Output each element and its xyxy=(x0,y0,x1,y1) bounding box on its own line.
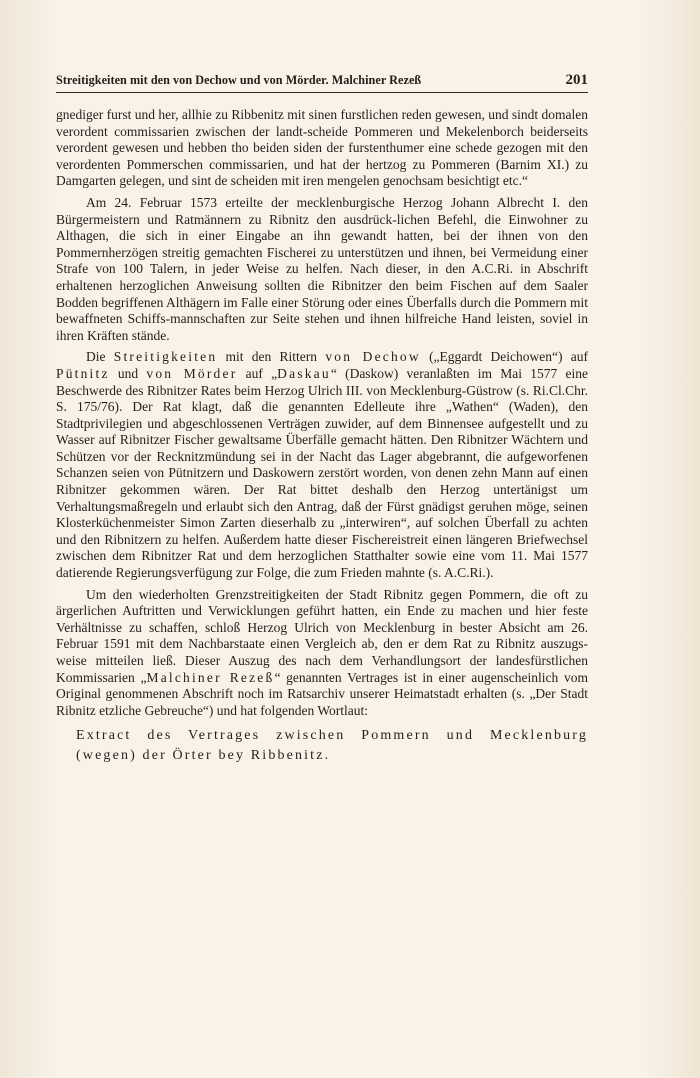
spaced-name-von-dechow: von Dechow xyxy=(325,349,421,365)
page-number: 201 xyxy=(565,72,588,88)
body-text xyxy=(56,107,588,766)
paragraph-3-text-6: “ (Daskow) veranlaßten im Mai 1577 eine Beschwerde des Ribnitzer Rates beim Herzog Ulrich III. von Mecklenburg-Güstrow (s. Ri.Cl.Chr. S. 175/76). Der Rat klagt, daß die genannten Edelleute ihre „Wathen“ (Waden), den Stadtprivilegien und abgeschlossenen Verträgen zuwider, auf dem Binnensee aufgestellt und zu Wasser auf Ribnitzer Fischer gewaltsame Überfälle gemacht hätten. Den Ribnitzer Wächtern und Schützen vor der Recknitzmündung sei in der Nacht das Lager abgebrannt, die aufgeworfenen Schanzen seien von Pütnitzern und Daskowern zerstört worden, von denen zehn Mann auf einen Ribnitzer gekommen wären. Der Rat bittet deshalb den Herzog untertänigst um Verhaltungsmaßregeln und erlaubt sich den Antrag, daß der Fürst gnädigst geruhen möge, seinen Klosterküchenmeister Simon Zarten dieserhalb zu „interwiren“, auf solchen Überfall zu achten und den Ribnitzern zu helfen. Außerdem hatte dieser Fischereistreit einen längeren Briefwechsel zwischen dem Ribnitzer Rat und dem herzoglichen Statthalter sowie eine vom 11. Mai 1577 datierende Regierungsverfügung zur Folge, die zum Frieden mahnte (s. A.C.Ri.). xyxy=(56,365,588,581)
paragraph-3-text-1: Die xyxy=(86,349,114,365)
paragraph-4 xyxy=(56,587,588,720)
extract-heading: Extract des Vertrages zwischen Pommern und Mecklenburg (wegen) der Örter bey Ribbenitz. xyxy=(76,728,588,764)
paragraph-2: Am 24. Februar 1573 erteilte der mecklenburgische Herzog Johann Albrecht I. den Bürgermeistern und Ratmännern zu Ribnitz den ausdrück-lichen Befehl, die Einwohner zu Althagen, die sich in einer Eingabe an ihn gewandt hatten, bei der ihnen von den Pommernherzögen streitig gemachten Fischerei zu unterstützen und ihnen, bei Vermeidung einer Strafe von 100 Talern, in jeder Weise zu helfen. Nach dieser, in den A.C.Ri. in Abschrift erhaltenen herzoglichen Anweisung sollten die Ribnitzer den beim Fischen auf dem Saaler Bodden begriffenen Althägern im Falle einer Störung oder eines Überfalls durch die Pommern mit bewaffneten Schiffs-mannschaften zur Seite stehen und ihnen hilfreiche Hand leisten, soviel in ihren Kräften stände. xyxy=(56,194,588,343)
spaced-name-von-moerder: von Mörder xyxy=(146,365,238,381)
running-title: Streitigkeiten mit den von Dechow und von Mörder. Malchiner Rezeß xyxy=(56,73,422,87)
paragraph-4-text-2: “ genannten Vertrages ist in einer augenscheinlich vom Original genommenen Abschrift noch im Ratsarchiv unserer Heimatstadt erhalten (s. „Der Stadt Ribnitz etzliche Gebreuche“) und hat folgenden Wortlaut: xyxy=(56,669,589,718)
paragraph-4-text-1: Um den wiederholten Grenzstreitigkeiten der Stadt Ribnitz gegen Pommern, die oft zu ärgerlichen Auftritten und Verwicklungen geführt hatten, ein Ende zu machen und hier feste Verhältnisse zu schaffen, schloß Herzog Ulrich von Mecklenburg in bester Absicht am 26. Februar 1591 mit dem Nachbarstaate einen Vergleich ab, den er dem Rat zu Ribnitz auszugs-weise mitteilen ließ. Dieser Auszug des nach dem Verhandlungsort der landesfürstlichen Kommissarien „ xyxy=(56,586,588,685)
paragraph-3-text-5: auf „ xyxy=(237,365,278,381)
spaced-place-daskau: Daskau xyxy=(277,365,331,381)
spaced-title-malchiner-rezess: Malchiner Rezeß xyxy=(146,669,275,685)
paragraph-3-text-3: („Eggardt Deichowen“) auf xyxy=(420,349,588,365)
spaced-word-streitigkeiten: Streitigkeiten xyxy=(113,349,218,365)
running-header xyxy=(56,70,588,93)
paragraph-1: gnediger furst und her, allhie zu Ribbenitz mit sinen furstlichen reden gewesen, und sindt domalen verordent commissarien zwischen der landt-scheide Pommeren und Mekelenborch beiderseits verordent gewesen und hebben tho beiden siden der furstenthumer eine schede gezogen mit den verordenten Pommerschen commissarien, und hat der hertzog zu Pommeren (Barnim XI.) zu Damgarten gelegen, und sint de scheiden mit iren mengelen genochsam besichtigt etc.“ xyxy=(56,107,588,189)
spaced-place-puetnitz: Pütnitz xyxy=(56,365,110,381)
paragraph-3-text-4: und xyxy=(109,365,147,381)
paragraph-3-text-2: mit den Rittern xyxy=(217,349,326,365)
paragraph-3 xyxy=(56,349,588,581)
